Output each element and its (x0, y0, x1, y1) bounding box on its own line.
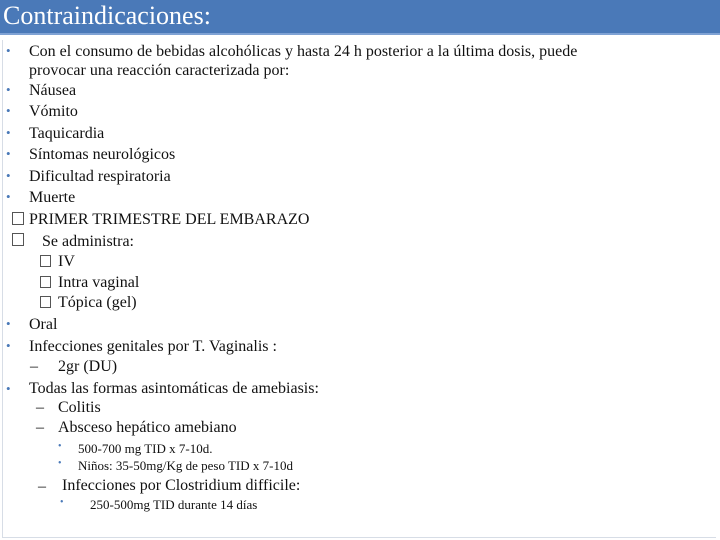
title-bar (0, 0, 720, 35)
list-item-continuation: provocar una reacción caracterizada por: (29, 62, 290, 79)
square-bullet-icon (40, 255, 51, 267)
list-item: Todas las formas asintomáticas de amebiasis: (29, 380, 319, 397)
list-item: Se administra: (42, 233, 134, 250)
list-item: Vómito (29, 103, 78, 120)
list-item: Infecciones genitales por T. Vaginalis : (29, 338, 277, 355)
square-bullet-icon (40, 296, 51, 308)
bullet-icon: • (6, 103, 11, 118)
bullet-icon: • (60, 497, 64, 508)
square-bullet-icon (40, 276, 51, 288)
list-item: Náusea (29, 82, 77, 99)
list-item: Intra vaginal (58, 274, 140, 291)
list-item: Con el consumo de bebidas alcohólicas y hasta 24 h posterior a la última dosis, puede (29, 43, 578, 60)
bullet-icon: • (6, 381, 11, 396)
list-item: Dificultad respiratoria (29, 168, 171, 185)
bullet-icon: • (6, 316, 11, 331)
bullet-icon: • (6, 338, 11, 353)
square-bullet-icon (12, 212, 24, 225)
bullet-icon: • (6, 125, 11, 140)
list-item: Infecciones por Clostridium difficile: (62, 477, 301, 494)
list-item: Oral (29, 316, 58, 333)
list-item: Absceso hepático amebiano (58, 419, 237, 436)
list-item: 500-700 mg TID x 7-10d. (78, 441, 213, 456)
bullet-icon: • (58, 458, 62, 469)
list-item: Niños: 35-50mg/Kg de peso TID x 7-10d (78, 458, 293, 473)
list-item: Muerte (29, 189, 76, 206)
bullet-icon: • (58, 441, 62, 452)
slide-title: Contraindicaciones: (3, 1, 211, 30)
dash-bullet: – (36, 399, 44, 416)
bullet-icon: • (6, 189, 11, 204)
dash-bullet: – (38, 478, 46, 495)
dash-bullet: – (36, 419, 44, 436)
dash-bullet: – (30, 358, 38, 375)
bullet-icon: • (6, 82, 11, 97)
bullet-icon: • (6, 146, 11, 161)
list-item: Taquicardia (29, 125, 105, 142)
square-bullet-icon (12, 233, 24, 246)
list-item: 2gr (DU) (58, 358, 118, 375)
bullet-icon: • (6, 168, 11, 183)
list-item: Tópica (gel) (58, 294, 137, 311)
list-item: 250-500mg TID durante 14 días (90, 497, 258, 512)
list-item: PRIMER TRIMESTRE DEL EMBARAZO (29, 211, 310, 228)
list-item: IV (58, 253, 75, 270)
list-item: Síntomas neurológicos (29, 146, 176, 163)
bullet-icon: • (6, 43, 11, 58)
list-item: Colitis (58, 399, 101, 416)
